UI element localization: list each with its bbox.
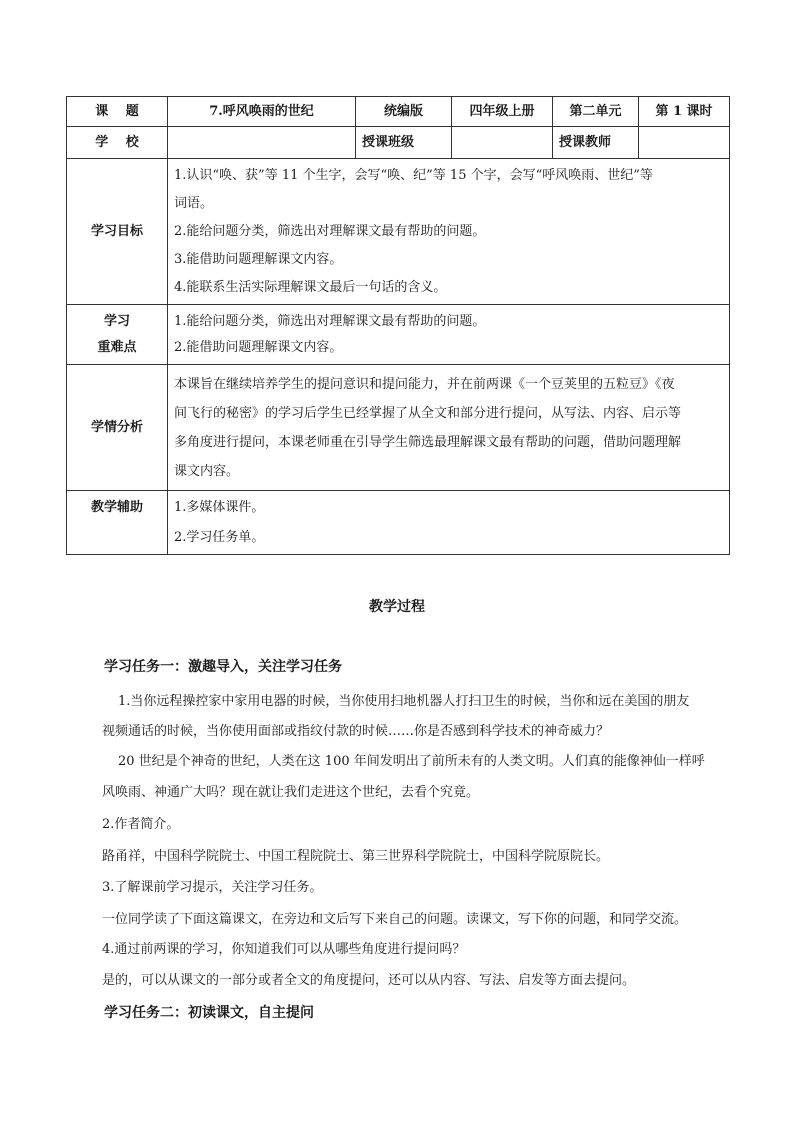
section-title: 教学过程 <box>369 599 425 615</box>
table-row-topic <box>67 97 730 127</box>
paragraph-line: 视频通话的时候，当你使用面部或指纹付款的时候……你是否感到科学技术的神奇威力？ <box>102 724 610 739</box>
aid-item: 2.学习任务单。 <box>174 529 265 545</box>
table-row-school <box>67 127 730 159</box>
paragraph-line: 是的，可以从课文的一部分或者全文的角度提问，还可以从内容、写法、启发等方面去提问。 <box>102 973 636 988</box>
school-value <box>168 127 356 159</box>
analysis-line: 多角度进行提问，本课老师重在引导学生筛选最理解课文最有帮助的问题，借助问题理解 <box>174 434 682 450</box>
paragraph-line: 20 世纪是个神奇的世纪，人类在这 100 年间发明出了前所未有的人类文明。人们真的能像神仙一样呼 <box>118 754 705 769</box>
aids-label: 教学辅助 <box>67 491 168 555</box>
keypoints-content <box>168 305 730 365</box>
analysis-content <box>168 365 730 491</box>
task-one-heading: 学习任务一：激趣导入，关注学习任务 <box>104 659 342 675</box>
keypoints-label-line1: 学习 <box>103 313 130 329</box>
teacher-label: 授课教师 <box>553 127 639 159</box>
period-cell: 第 1 课时 <box>639 97 730 127</box>
paragraph-line: 风唤雨、神通广大吗？现在就让我们走进这个世纪，去看个究竟。 <box>102 785 480 800</box>
class-value <box>452 127 553 159</box>
aids-content <box>168 491 730 555</box>
keypoint-item: 2.能借助问题理解课文内容。 <box>174 339 343 355</box>
topic-label: 课 题 <box>67 97 168 127</box>
paragraph-line: 4.通过前两课的学习，你知道我们可以从哪些角度进行提问吗？ <box>102 942 466 957</box>
goals-label: 学习目标 <box>67 159 168 305</box>
task-two-heading: 学习任务二：初读课文，自主提问 <box>104 1005 314 1021</box>
table-row-keypoints <box>67 305 730 365</box>
goal-item: 1.认识“唤、获”等 11 个生字，会写“唤、纪”等 15 个字，会写“呼风唤雨、世纪”等 <box>174 167 653 183</box>
unit-cell: 第二单元 <box>553 97 639 127</box>
paragraph-line: 路甬祥，中国科学院院士、中国工程院院士、第三世界科学院院士，中国科学院原院长。 <box>102 849 610 864</box>
keypoints-label <box>67 305 168 365</box>
goals-content <box>168 159 730 305</box>
paragraph-line: 2.作者简介。 <box>102 817 180 832</box>
keypoints-label-line2: 重难点 <box>97 339 137 355</box>
table-row-aids <box>67 491 730 555</box>
lesson-plan-table <box>66 96 730 555</box>
goal-item: 3.能借助问题理解课文内容。 <box>174 251 343 267</box>
goal-item: 4.能联系生活实际理解课文最后一句话的含义。 <box>174 279 447 295</box>
paragraph-line: 3.了解课前学习提示，关注学习任务。 <box>102 880 323 895</box>
edition-cell: 统编版 <box>356 97 452 127</box>
table-row-goals <box>67 159 730 305</box>
goal-item: 词语。 <box>174 195 214 211</box>
grade-cell: 四年级上册 <box>452 97 553 127</box>
analysis-line: 本课旨在继续培养学生的提问意识和提问能力，并在前两课《一个豆荚里的五粒豆》《夜 <box>174 376 675 392</box>
table-row-analysis <box>67 365 730 491</box>
keypoint-item: 1.能给问题分类，筛选出对理解课文最有帮助的问题。 <box>174 313 486 329</box>
analysis-line: 间飞行的秘密》的学习后学生已经掌握了从全文和部分进行提问，从写法、内容、启示等 <box>174 405 682 421</box>
class-label: 授课班级 <box>356 127 452 159</box>
analysis-line: 课文内容。 <box>174 463 240 479</box>
paragraph-line: 一位同学读了下面这篇课文，在旁边和文后写下来自己的问题。读课文，写下你的问题，和同学交流。 <box>102 912 688 927</box>
paragraph-line: 1.当你远程操控家中家用电器的时候，当你使用扫地机器人打扫卫生的时候，当你和远在美国的朋友 <box>118 694 690 709</box>
analysis-label: 学情分析 <box>67 365 168 491</box>
goal-item: 2.能给问题分类，筛选出对理解课文最有帮助的问题。 <box>174 223 486 239</box>
school-label: 学 校 <box>67 127 168 159</box>
aid-item: 1.多媒体课件。 <box>174 499 265 515</box>
lesson-title: 7.呼风唤雨的世纪 <box>168 97 356 127</box>
teacher-value <box>639 127 730 159</box>
